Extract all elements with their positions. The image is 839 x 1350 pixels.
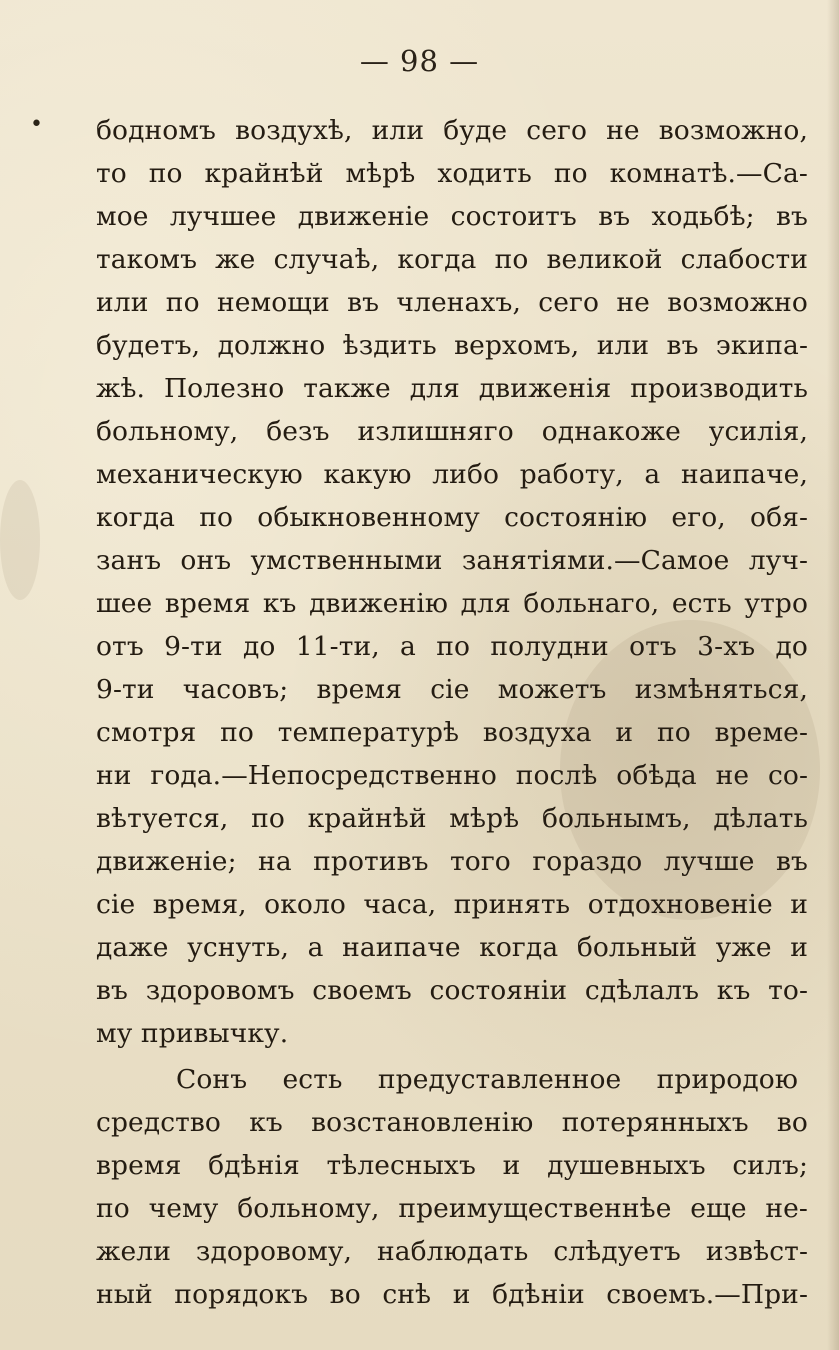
text-line: мое лучшее движеніе состоитъ въ ходьбѣ; въ [96,201,808,232]
text-line: вѣтуется, по крайнѣй мѣрѣ больнымъ, дѣлать [96,803,808,834]
text-line: въ здоровомъ своемъ состояніи сдѣлалъ къ то- [96,975,808,1006]
text-line: даже уснуть, а наипаче когда больный уже и [96,932,808,963]
text-line: бодномъ воздухѣ, или буде сего не возможно, [96,115,808,146]
page-edge-shadow [827,0,839,1350]
text-line: отъ 9-ти до 11-ти, а по полудни отъ 3-хъ до [96,631,808,662]
text-line: движеніе; на противъ того гораздо лучше въ [96,846,808,877]
text-line: будетъ, должно ѣздить верхомъ, или въ экипа- [96,330,808,361]
text-line: такомъ же случаѣ, когда по великой слабости [96,244,808,275]
text-line: сіе время, около часа, принять отдохновеніе и [96,889,808,920]
text-line: шее время къ движенію для больнаго, есть утро [96,588,808,619]
margin-mark: • [30,112,43,137]
text-line: когда по обыкновенному состоянію его, обя- [96,502,808,533]
paper-stain [0,480,40,600]
text-line: занъ онъ умственными занятіями.—Самое луч- [96,545,808,576]
text-line: или по немощи въ членахъ, сего не возможно [96,287,808,318]
text-line: то по крайнѣй мѣрѣ ходить по комнатѣ.—Са- [96,158,808,189]
text-line: 9-ти часовъ; время сіе можетъ измѣняться, [96,674,808,705]
text-line: му привычку. [96,1018,289,1049]
text-line: ный порядокъ во снѣ и бдѣніи своемъ.—При- [96,1279,808,1310]
text-line: по чему больному, преимущественнѣе еще не- [96,1193,808,1224]
paragraph-first-line: Сонъ есть предуставленное природою [176,1064,798,1095]
text-line: смотря по температурѣ воздуха и по време- [96,717,808,748]
text-line: больному, безъ излишняго однакоже усилія, [96,416,808,447]
text-line: время бдѣнія тѣлесныхъ и душевныхъ силъ; [96,1150,808,1181]
page-number: — 98 — [359,44,480,78]
text-line: средство къ возстановленію потерянныхъ во [96,1107,808,1138]
text-line: жели здоровому, наблюдать слѣдуетъ извѣст- [96,1236,808,1267]
text-line: ни года.—Непосредственно послѣ обѣда не со- [96,760,808,791]
text-line: механическую какую либо работу, а наипаче, [96,459,808,490]
text-line: жѣ. Полезно также для движенія производить [96,373,808,404]
